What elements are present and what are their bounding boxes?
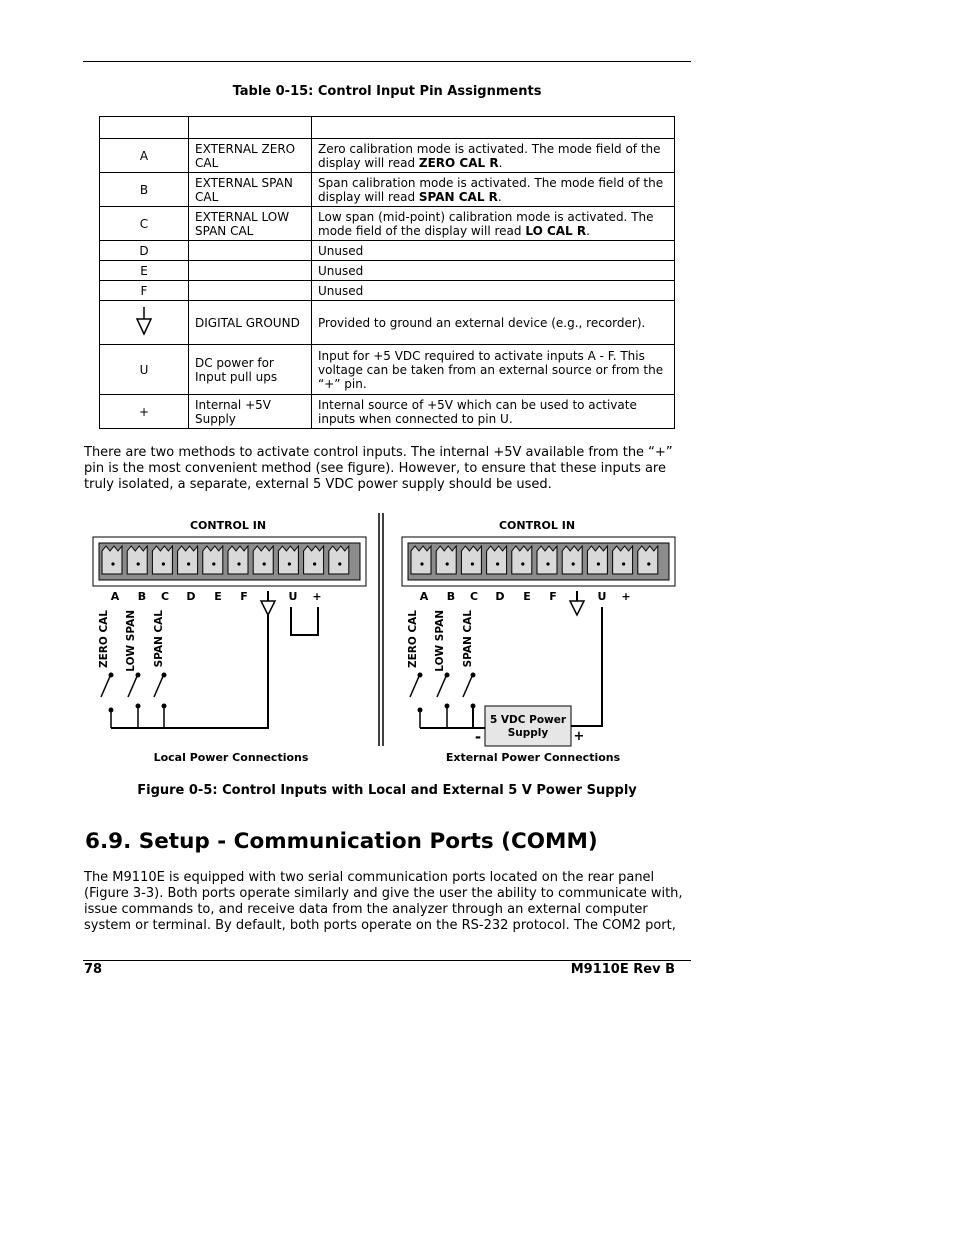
table-row xyxy=(100,261,675,281)
pin-label: + xyxy=(138,404,150,419)
description-text: Span calibration mode is activated. The mode field of the display will read xyxy=(318,175,664,204)
pin-label: C xyxy=(139,216,149,231)
pin-label: E xyxy=(140,263,148,278)
pin-cell xyxy=(100,173,189,207)
switch-label: SPAN CAL xyxy=(462,610,474,668)
table-row xyxy=(100,173,675,207)
function-cell: DC power for Input pull ups xyxy=(189,345,312,395)
pin-cell xyxy=(100,395,189,429)
pin-label: F xyxy=(140,283,148,298)
intro-paragraph: There are two methods to activate control inputs. The internal +5V available from the “+” pin is the most convenient method (see figure). However, to ensure that these inputs are truly isolated, a separate, external 5 VDC power supply should be used. xyxy=(84,445,673,492)
terminal-pin xyxy=(638,546,658,574)
description-cell xyxy=(312,241,675,261)
description-cell xyxy=(312,173,675,207)
pin-label: A xyxy=(419,590,429,603)
switch-span-cal xyxy=(154,673,167,729)
description-text: . xyxy=(586,223,590,238)
switch-zero-cal xyxy=(410,673,423,729)
switch-labels xyxy=(407,610,474,672)
pin-labels xyxy=(111,590,322,603)
terminal-pin xyxy=(152,546,172,574)
terminal-pin xyxy=(461,546,481,574)
description-text: Zero calibration mode is activated. The mode field of the display will read xyxy=(318,141,661,170)
pin-label: A xyxy=(110,590,120,603)
pin-label: C xyxy=(160,590,170,603)
pin-label: E xyxy=(214,590,222,603)
supply-plus-label: + xyxy=(573,729,585,744)
terminal-pin xyxy=(278,546,298,574)
description-cell xyxy=(312,139,675,173)
terminal-pin xyxy=(512,546,532,574)
description-cell xyxy=(312,207,675,241)
description-cell xyxy=(312,301,675,345)
description-text: Input for +5 VDC required to activate inputs A - F. This voltage can be taken from an external source or from the “+” pin. xyxy=(318,348,664,391)
terminal-pin xyxy=(127,546,147,574)
table-row xyxy=(100,281,675,301)
control-input-wiring-figure xyxy=(83,510,693,764)
pin-label: E xyxy=(523,590,531,603)
pin-assignment-table xyxy=(99,116,675,429)
table-row xyxy=(100,301,675,345)
switch-label: ZERO CAL xyxy=(98,610,110,668)
local-power-panel xyxy=(93,519,366,764)
function-cell: DIGITAL GROUND xyxy=(189,301,312,345)
pin-label: + xyxy=(621,590,631,603)
function-cell xyxy=(189,241,312,261)
table-row xyxy=(100,241,675,261)
switch-label: SPAN CAL xyxy=(153,610,165,668)
terminal-pin xyxy=(562,546,582,574)
function-cell: EXTERNAL LOW SPAN CAL xyxy=(189,207,312,241)
description-text: Unused xyxy=(318,243,364,258)
supply-wire xyxy=(571,607,602,726)
pin-cell xyxy=(100,241,189,261)
document-revision: M9110E Rev B xyxy=(570,962,675,977)
external-power-panel xyxy=(402,519,675,764)
pin-cell xyxy=(100,207,189,241)
terminal-pin xyxy=(228,546,248,574)
header-cell xyxy=(100,117,189,139)
pin-label: U xyxy=(139,362,149,377)
pin-label: F xyxy=(549,590,557,603)
power-supply-box xyxy=(485,706,571,746)
function-cell: EXTERNAL SPAN CAL xyxy=(189,173,312,207)
description-text: Unused xyxy=(318,263,364,278)
terminal-pin xyxy=(487,546,507,574)
switch-low-span xyxy=(128,673,141,729)
pin-labels xyxy=(420,590,631,603)
supply-minus-label: - xyxy=(474,728,482,746)
ground-symbol-icon xyxy=(134,305,154,337)
description-cell xyxy=(312,281,675,301)
terminal-pin xyxy=(537,546,557,574)
header-cell xyxy=(312,117,675,139)
description-cell xyxy=(312,261,675,281)
jumper-wire xyxy=(291,607,318,635)
terminal-pin xyxy=(102,546,122,574)
pin-label: B xyxy=(137,590,147,603)
function-cell xyxy=(189,261,312,281)
terminal-pin xyxy=(411,546,431,574)
switch-label: LOW SPAN xyxy=(125,610,137,672)
page-number: 78 xyxy=(84,962,103,977)
terminal-pin xyxy=(178,546,198,574)
table-row xyxy=(100,139,675,173)
switch-label: LOW SPAN xyxy=(434,610,446,672)
mode-name: LO CAL R xyxy=(525,223,587,238)
pin-label: B xyxy=(446,590,456,603)
footer-rule xyxy=(83,960,691,961)
mode-name: ZERO CAL R xyxy=(418,155,499,170)
table-row xyxy=(100,395,675,429)
control-in-title: CONTROL IN xyxy=(498,519,576,532)
section-heading: 6.9. Setup - Communication Ports (COMM) xyxy=(85,829,598,854)
table-header-row xyxy=(100,117,675,139)
power-supply-label: 5 VDC Power xyxy=(489,714,567,726)
table-row xyxy=(100,345,675,395)
pin-label: D xyxy=(186,590,196,603)
switch-zero-cal xyxy=(101,673,114,729)
switch-low-span xyxy=(437,673,450,729)
pin-cell xyxy=(100,261,189,281)
pin-label: F xyxy=(240,590,248,603)
pin-label: A xyxy=(139,148,149,163)
terminal-pin xyxy=(203,546,223,574)
mode-name: SPAN CAL R xyxy=(418,189,498,204)
ground-icon xyxy=(261,591,275,615)
header-rule xyxy=(83,61,691,62)
terminal-pin xyxy=(587,546,607,574)
pin-label: + xyxy=(312,590,322,603)
pin-label: U xyxy=(597,590,607,603)
description-text: Provided to ground an external device (e.g., recorder). xyxy=(318,315,646,330)
description-text: Unused xyxy=(318,283,364,298)
table-caption: Table 0-15: Control Input Pin Assignments xyxy=(232,84,542,99)
pin-label: D xyxy=(495,590,505,603)
switch-labels xyxy=(98,610,165,672)
local-power-caption: Local Power Connections xyxy=(153,751,309,764)
control-in-title: CONTROL IN xyxy=(189,519,267,532)
function-cell xyxy=(189,281,312,301)
power-supply-label: Supply xyxy=(507,727,549,739)
terminal-pin xyxy=(253,546,273,574)
section-paragraph: The M9110E is equipped with two serial communication ports located on the rear panel (Figure 3-3). Both ports operate similarly and give the user the ability to communicate with, issue commands to, and receive data from the analyzer through an external computer system or terminal. By default, both ports operate on the RS-232 protocol. The COM2 port, xyxy=(84,870,683,933)
pin-label: D xyxy=(139,243,149,258)
function-cell: EXTERNAL ZERO CAL xyxy=(189,139,312,173)
description-text: . xyxy=(498,155,503,170)
terminal-pin xyxy=(613,546,633,574)
figure-caption: Figure 0-5: Control Inputs with Local and External 5 V Power Supply xyxy=(137,783,637,798)
pin-cell xyxy=(100,345,189,395)
description-text: Internal source of +5V which can be used to activate inputs when connected to pin U. xyxy=(318,397,637,426)
pin-cell xyxy=(100,301,189,345)
terminal-pin xyxy=(304,546,324,574)
external-power-caption: External Power Connections xyxy=(445,751,621,764)
ground-icon xyxy=(570,591,584,615)
table-row xyxy=(100,207,675,241)
description-text: . xyxy=(497,189,502,204)
pin-cell xyxy=(100,281,189,301)
function-cell: Internal +5V Supply xyxy=(189,395,312,429)
terminal-pin xyxy=(436,546,456,574)
common-wire xyxy=(420,706,486,728)
pin-cell xyxy=(100,139,189,173)
switch-label: ZERO CAL xyxy=(407,610,419,668)
pin-label: B xyxy=(139,182,149,197)
description-cell xyxy=(312,345,675,395)
header-cell xyxy=(189,117,312,139)
description-text: Low span (mid-point) calibration mode is activated. The mode field of the display will read xyxy=(318,209,654,238)
description-cell xyxy=(312,395,675,429)
pin-label: U xyxy=(288,590,298,603)
pin-label: C xyxy=(469,590,479,603)
terminal-pin xyxy=(329,546,349,574)
